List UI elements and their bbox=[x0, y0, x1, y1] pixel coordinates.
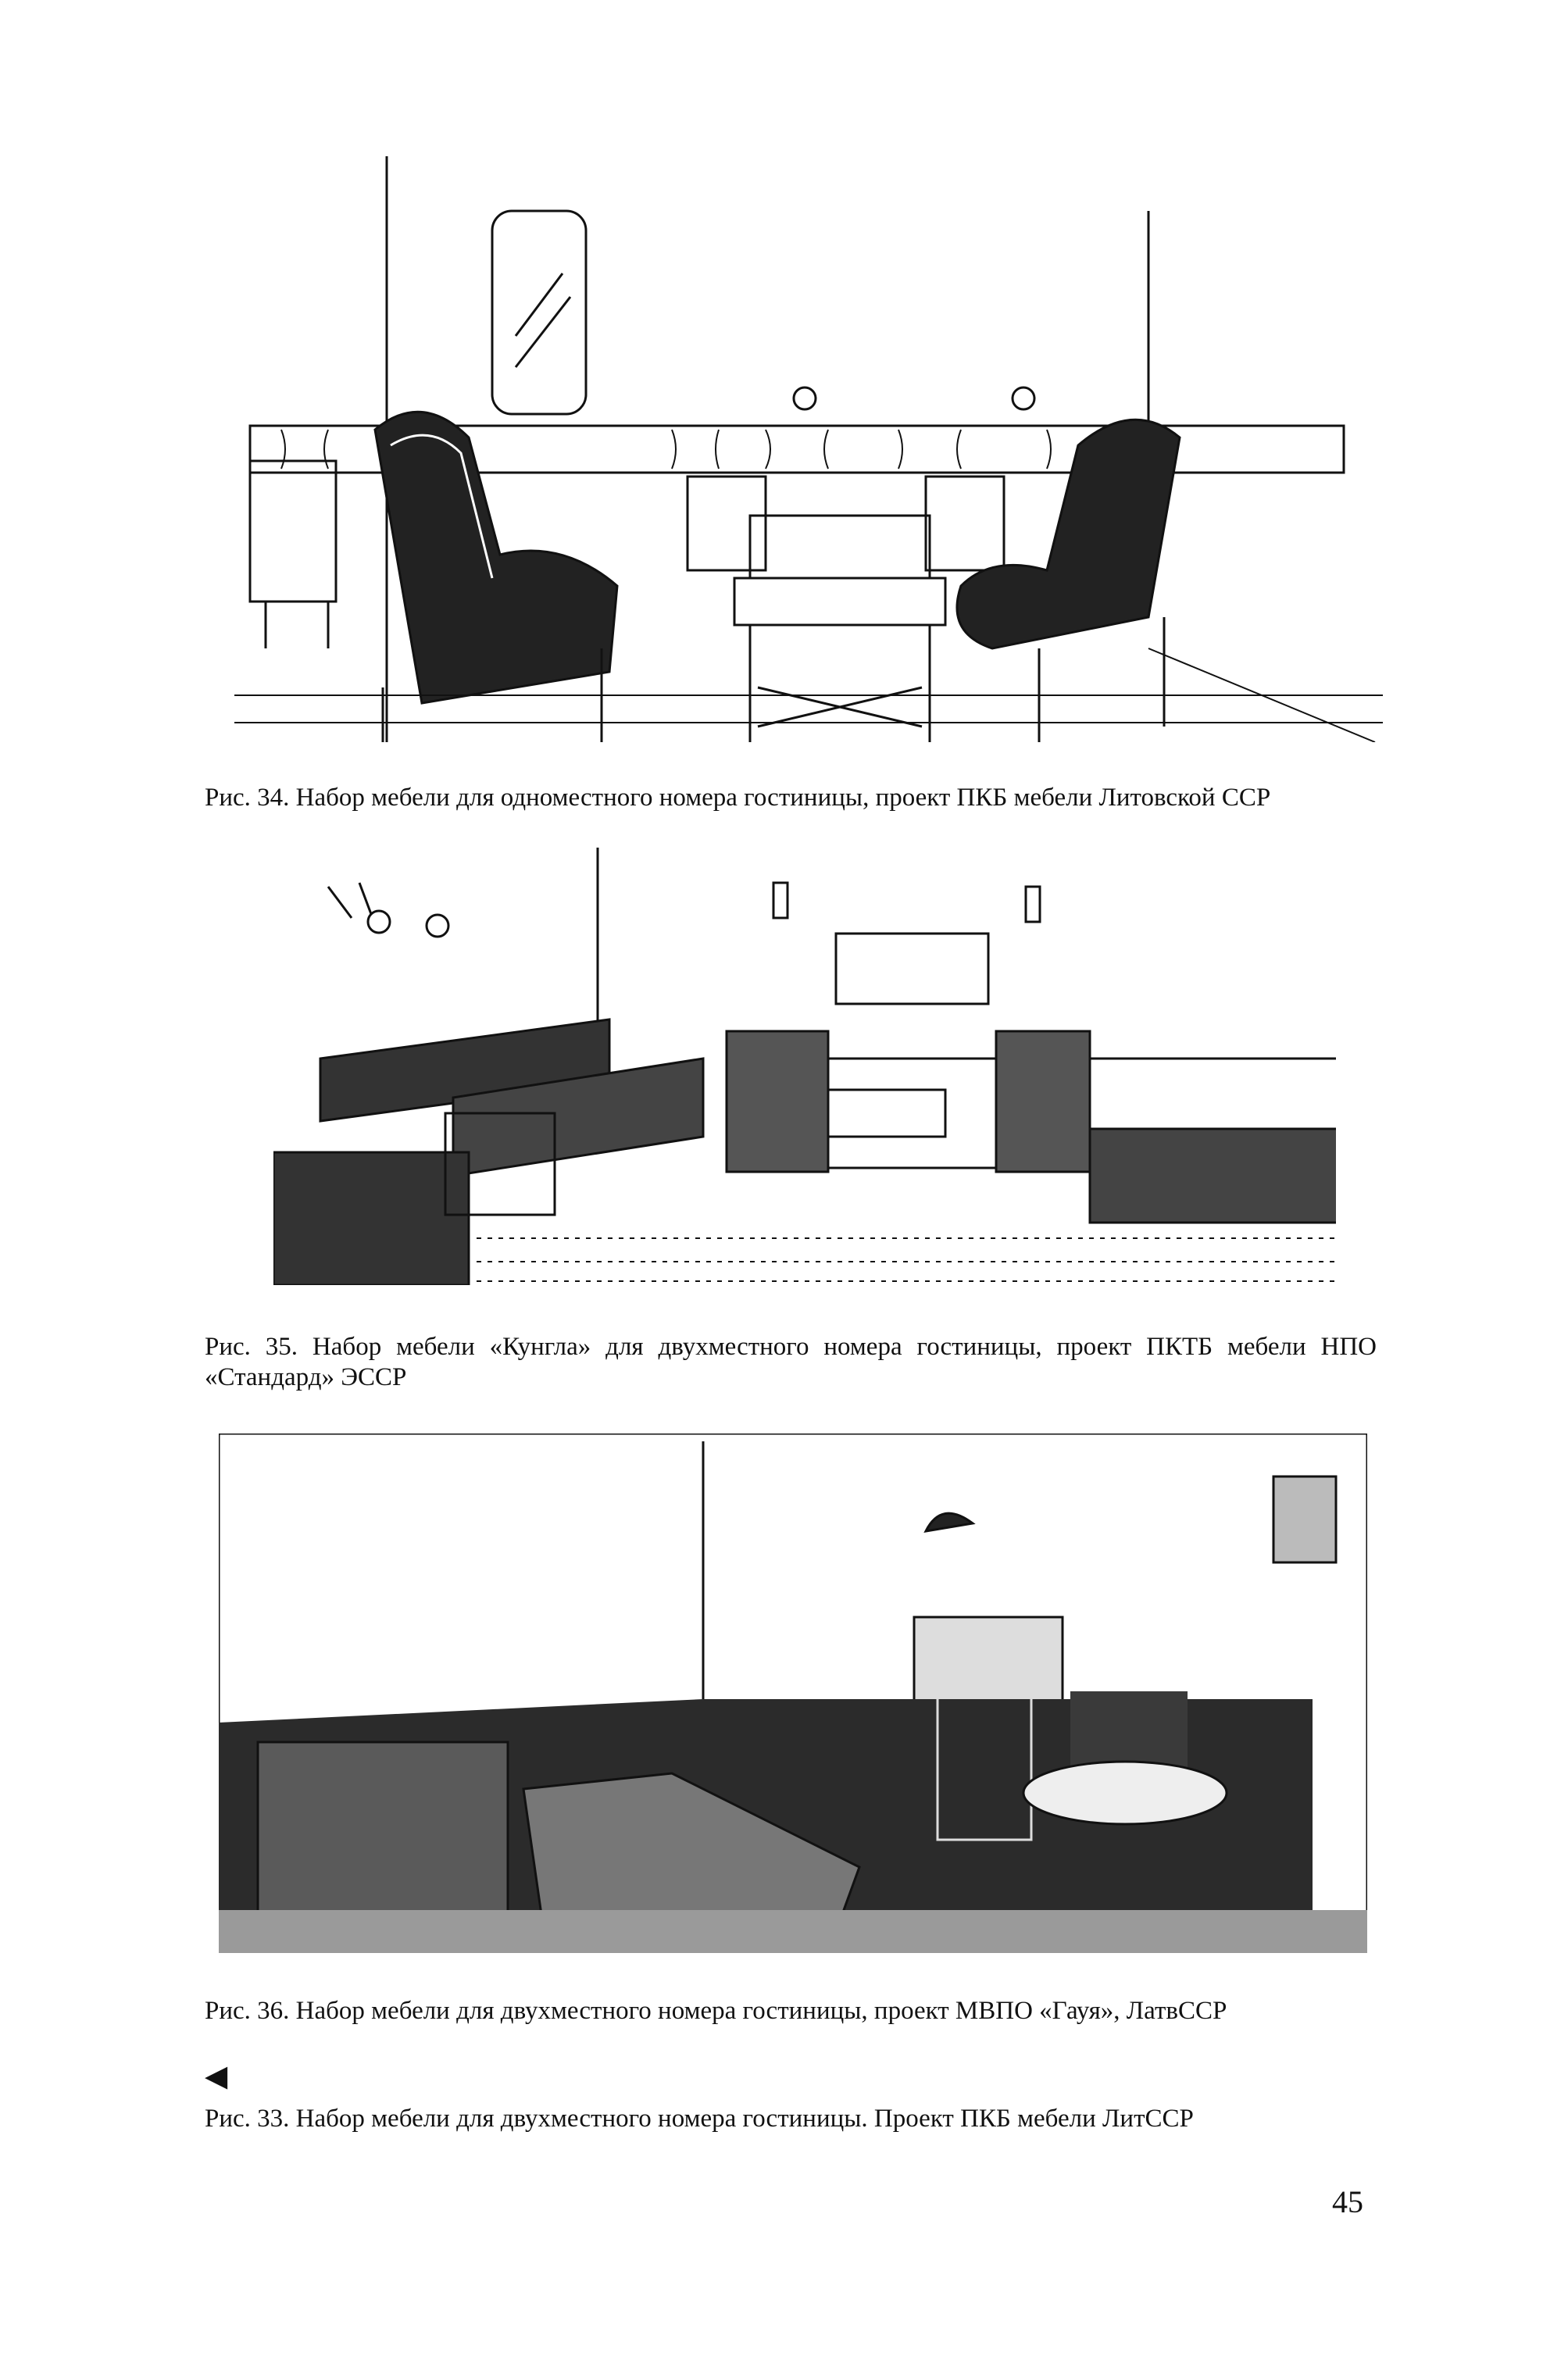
figure-36-caption bbox=[205, 1996, 1377, 2026]
left-arrow-icon: ◀ bbox=[205, 2060, 228, 2093]
figure-36-caption-text: Рис. 36. Набор мебели для двухместного номера гостиницы, проект МВПО «Гауя», ЛатвССР bbox=[205, 1997, 1227, 2025]
figure-34-caption-text: Рис. 34. Набор мебели для одноместного номера гостиницы, проект ПКБ мебели Литовской ССР bbox=[205, 784, 1271, 812]
figure-35-illustration bbox=[273, 848, 1336, 1285]
figure-34-caption bbox=[205, 783, 1377, 813]
figure-33-caption-text: Рис. 33. Набор мебели для двухместного номера гостиницы. Проект ПКБ мебели ЛитССР bbox=[205, 2105, 1194, 2133]
figure-34-illustration bbox=[234, 148, 1383, 742]
figure-35-caption-text: Рис. 35. Набор мебели «Кунгла» для двухместного номера гостиницы, проект ПКТБ мебели НПО «Стандард» ЭССР bbox=[205, 1333, 1377, 1391]
figure-33-caption bbox=[205, 2104, 1377, 2134]
figure-35-caption bbox=[205, 1332, 1377, 1393]
figure-36-illustration bbox=[219, 1434, 1367, 1953]
page-number: 45 bbox=[1332, 2184, 1363, 2219]
